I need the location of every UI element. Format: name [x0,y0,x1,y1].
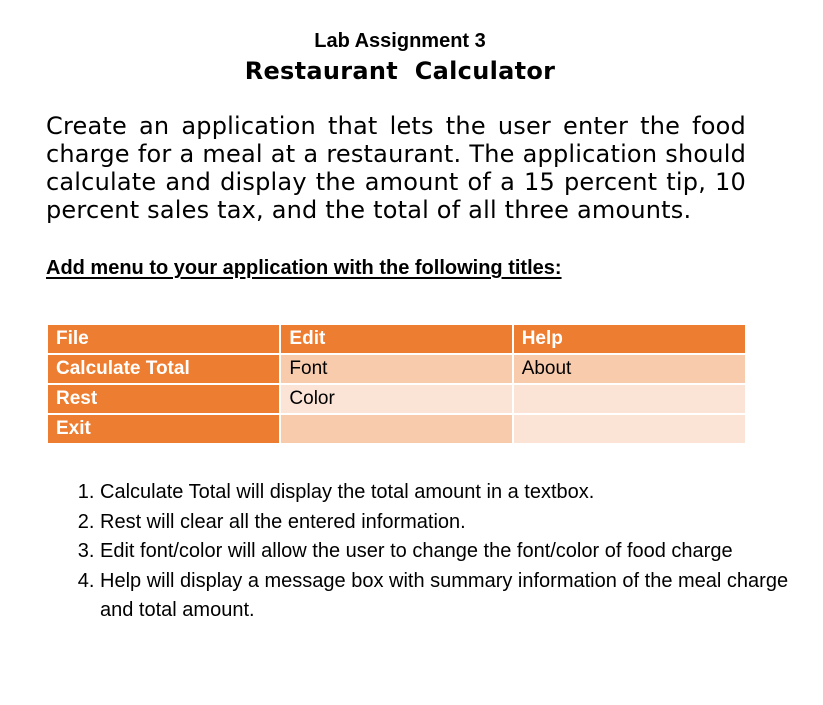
requirements-list [58,478,790,626]
table-row [47,354,746,384]
menu-titles-table [46,323,747,445]
list-item: 3. Edit font/color will allow the user to change the font/color of food charge [100,537,790,567]
table-header-cell: Help [513,324,746,354]
list-item: 4. Help will display a message box with summary information of the meal charge and total amount. [100,567,790,626]
list-item: 2. Rest will clear all the entered information. [100,508,790,538]
table-cell: Exit [47,414,280,444]
document-subtitle: Lab Assignment 3 [314,30,486,52]
table-cell: Font [280,354,512,384]
table-row [47,414,746,444]
table-header-cell: File [47,324,280,354]
table-header-row [47,324,746,354]
table-cell: Color [280,384,512,414]
list-item: 1. Calculate Total will display the total amount in a textbox. [100,478,790,508]
table-cell: Rest [47,384,280,414]
table-row [47,384,746,414]
table-cell [513,384,746,414]
menu-section-heading: Add menu to your application with the following titles: [46,257,562,279]
assignment-description: Create an application that lets the user enter the food charge for a meal at a restaurant. The application should calculate and display the amount of a 15 percent tip, 10 percent sales tax, and the total of all three amounts. [46,112,746,224]
table-header-cell: Edit [280,324,512,354]
document-title: Restaurant Calculator [244,57,556,85]
table-cell [280,414,512,444]
table-cell: About [513,354,746,384]
table-cell: Calculate Total [47,354,280,384]
table-cell [513,414,746,444]
